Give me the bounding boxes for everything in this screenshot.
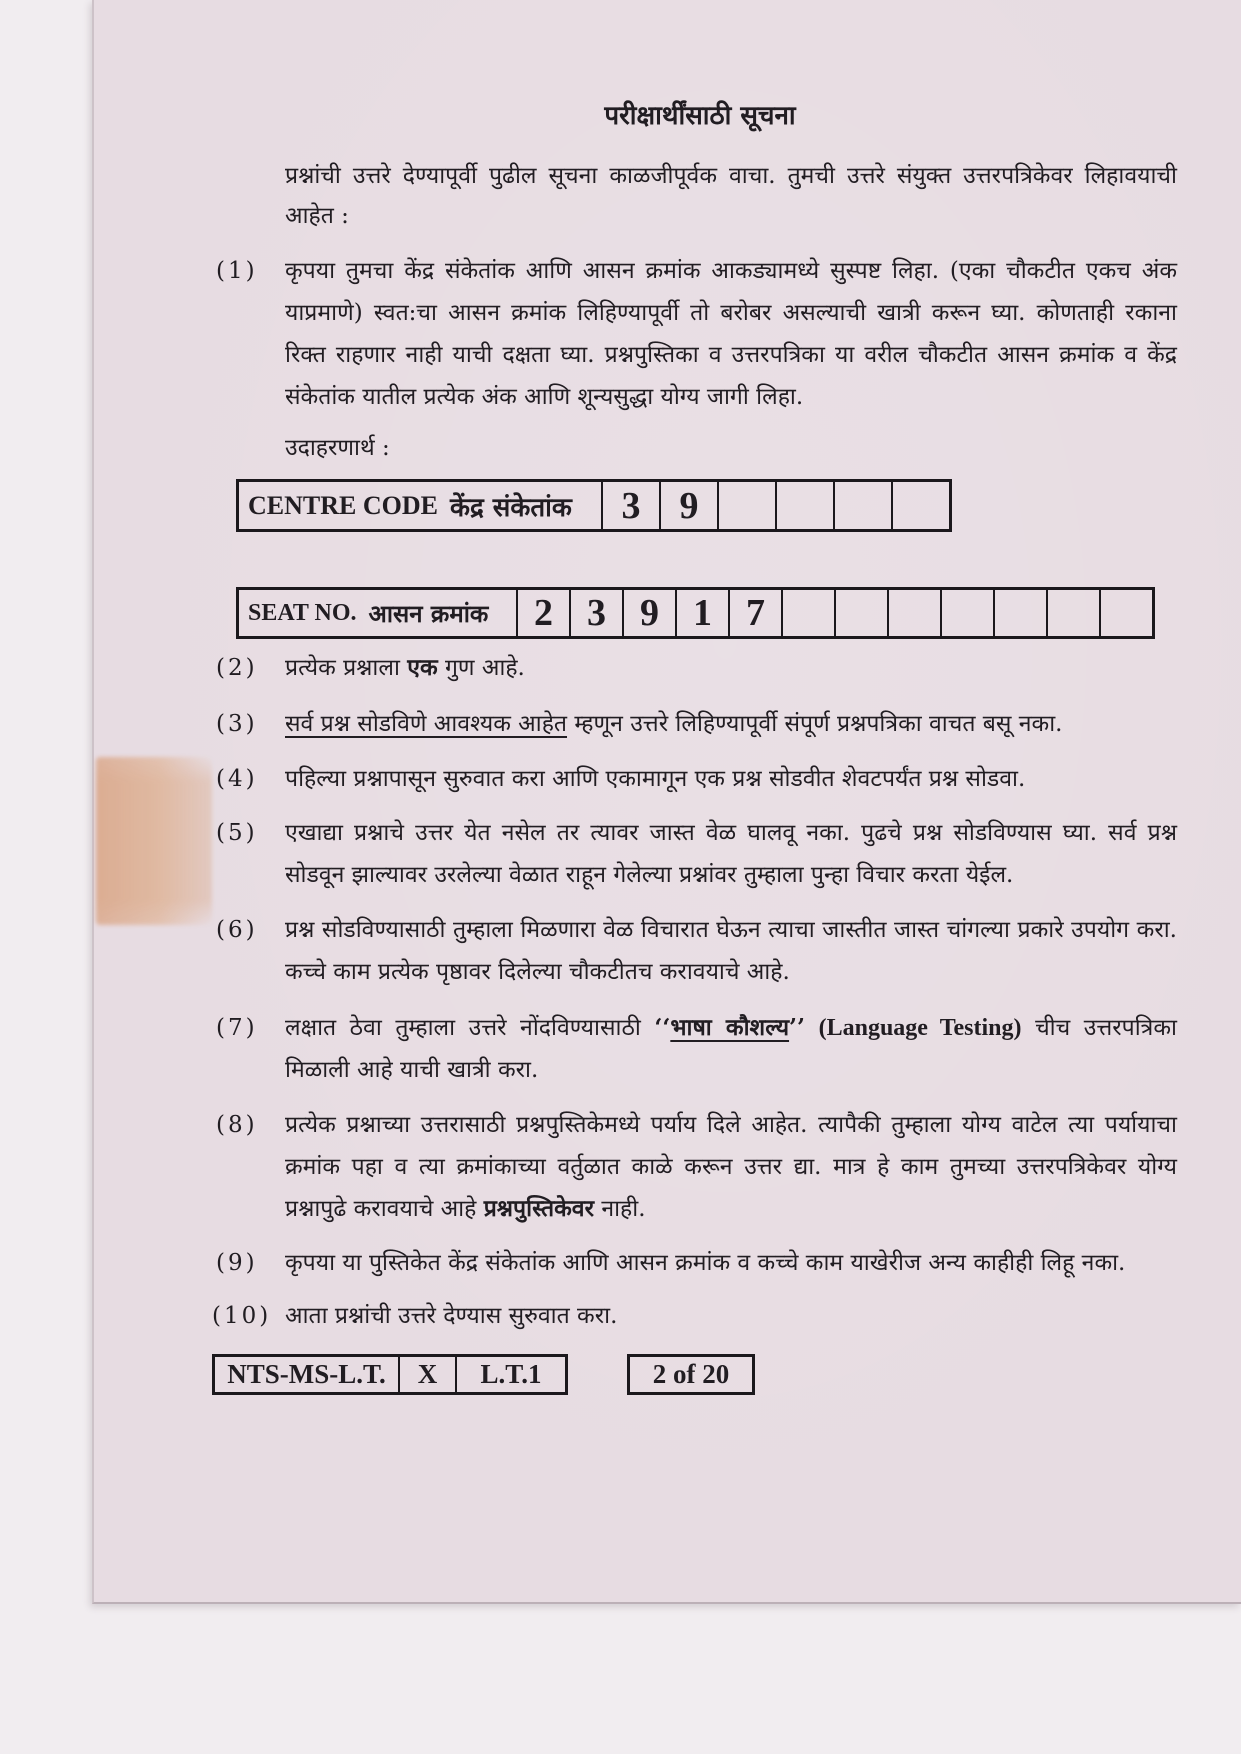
bold-emphasis: प्रश्नपुस्तिकेवर (483, 1195, 594, 1222)
instruction-number: (8) (216, 1112, 258, 1138)
seat-number-digit-cell (1046, 590, 1099, 636)
centre-code-digit-cell: 9 (659, 482, 717, 529)
instruction-text: एखाद्या प्रश्नाचे उत्तर येत नसेल तर त्यावर जास्त वेळ घालवू नका. पुढचे प्रश्न सोडविण्यास घ्या. सर्व प्रश्न सोडवून झाल्यावर उरलेल्या वेळात राहून गेलेल्या प्रश्नांवर तुम्हाला पुन्हा विचार करता येईल. (285, 820, 1177, 888)
instruction-9 (212, 1242, 1177, 1284)
instruction-number: (1) (216, 258, 258, 284)
centre-code-digit-cell (891, 482, 949, 529)
centre-code-label (239, 482, 601, 529)
quote-open: ‘‘ (654, 1014, 671, 1041)
instruction-text-end: चीच उत्तरपत्रिका मिळाली आहे याची खात्री करा. (285, 1015, 1177, 1083)
underlined-emphasis: सर्व प्रश्न सोडविणे आवश्यक आहेत (285, 711, 568, 737)
centre-code-label-marathi: केंद्र संकेतांक (449, 492, 572, 523)
instruction-text: पहिल्या प्रश्नापासून सुरुवात करा आणि एकामागून एक प्रश्न सोडवीत शेवटपर्यंत प्रश्न सोडवा. (285, 766, 1026, 792)
instruction-text-end: म्हणून उत्तरे लिहिण्यापूर्वी संपूर्ण प्रश्नपत्रिका वाचत बसू नका. (574, 711, 1063, 737)
seat-number-digit-cell (887, 590, 940, 636)
seat-number-digit-cell (834, 590, 887, 636)
instruction-text: आता प्रश्नांची उत्तरे देण्यास सुरुवात करा. (285, 1303, 618, 1329)
page-number: 2 of 20 (652, 1359, 730, 1389)
instruction-1 (212, 250, 1177, 418)
instruction-text (285, 647, 1177, 689)
instruction-5 (212, 812, 1177, 896)
standard-label: X (398, 1357, 455, 1392)
instruction-number: (4) (216, 766, 258, 792)
centre-code-box (236, 479, 952, 532)
instruction-6 (212, 909, 1177, 993)
instruction-text (285, 1007, 1177, 1091)
seat-number-digit-cell: 3 (569, 590, 622, 636)
instruction-text: प्रश्न सोडविण्यासाठी तुम्हाला मिळणारा वेळ विचारात घेऊन त्याचा जास्तीत जास्त चांगल्या प्रकारे उपयोग करा. कच्चे काम प्रत्येक पृष्ठावर दिलेल्या चौकटीतच करावयाचे आहे. (285, 917, 1177, 985)
centre-code-digit-cell (775, 482, 833, 529)
instruction-text-end: नाही. (601, 1196, 646, 1222)
instruction-3 (212, 703, 1177, 745)
example-label: उदाहरणार्थ : (285, 435, 390, 461)
instruction-text (285, 1104, 1177, 1230)
quote-close: ’’ (789, 1014, 806, 1041)
instruction-10 (212, 1295, 1177, 1337)
seat-number-digit-cell (993, 590, 1046, 636)
instruction-7 (212, 1007, 1177, 1091)
exam-code: NTS-MS-L.T. (227, 1359, 386, 1389)
intro-paragraph: प्रश्नांची उत्तरे देण्यापूर्वी पुढील सूचना काळजीपूर्वक वाचा. तुमची उत्तरे संयुक्त उत्तरपत्रिकेवर लिहावयाची आहेत : (285, 163, 1177, 229)
tape-stain (96, 757, 212, 925)
centre-code-label-english: CENTRE CODE (248, 490, 438, 520)
instruction-number: (7) (216, 1015, 258, 1041)
language-skill-emphasis: भाषा कौशल्य (670, 1014, 790, 1041)
instruction-number: (5) (216, 820, 258, 846)
centre-code-digit-cell: 3 (601, 482, 659, 529)
instruction-text (285, 703, 1177, 745)
page-title: परीक्षार्थींसाठी सूचना (604, 101, 796, 131)
instruction-number: (6) (216, 917, 258, 943)
language-testing-label: (Language Testing) (818, 1015, 1022, 1041)
centre-code-digit-cell (833, 482, 891, 529)
instruction-text-end: गुण आहे. (444, 655, 525, 681)
seat-number-digit-cell (781, 590, 834, 636)
instruction-text-start: लक्षात ठेवा तुम्हाला उत्तरे नोंदविण्यासाठी (285, 1015, 641, 1041)
instruction-number: (3) (216, 711, 258, 737)
seat-number-digit-cell: 2 (516, 590, 569, 636)
instruction-text-start: प्रत्येक प्रश्नाला (285, 655, 400, 681)
page-number-box (627, 1354, 755, 1395)
seat-number-digit-cell (1099, 590, 1152, 636)
seat-number-box (236, 587, 1155, 639)
instruction-text: कृपया तुमचा केंद्र संकेतांक आणि आसन क्रमांक आकड्यामध्ये सुस्पष्ट लिहा. (एका चौकटीत एकच अंक याप्रमाणे) स्वत:चा आसन क्रमांक लिहिण्यापूर्वी तो बरोबर असल्याची खात्री करून घ्या. कोणताही रकाना रिक्त राहणार नाही याची दक्षता घ्या. प्रश्नपुस्तिका व उत्तरपत्रिका या वरील चौकटीत आसन क्रमांक व केंद्र संकेतांक यातील प्रत्येक अंक आणि शून्यसुद्धा योग्य जागी लिहा. (285, 258, 1177, 410)
instructions-page (212, 0, 1177, 1395)
seat-number-digit-cell: 1 (675, 590, 728, 636)
bold-emphasis: एक (407, 654, 438, 681)
paper-code-box (212, 1354, 568, 1395)
instruction-text: कृपया या पुस्तिकेत केंद्र संकेतांक आणि आसन क्रमांक व कच्चे काम याखेरीज अन्य काहीही लिहू नका. (285, 1250, 1126, 1276)
seat-number-digit-cell: 7 (728, 590, 781, 636)
seat-number-digit-cell (940, 590, 993, 636)
seat-number-label (239, 590, 516, 636)
instruction-4 (212, 758, 1177, 800)
paper-label: L.T.1 (455, 1357, 565, 1392)
seat-number-digit-cell: 9 (622, 590, 675, 636)
instruction-text-start: प्रत्येक प्रश्नाच्या उत्तरासाठी प्रश्नपुस्तिकेमध्ये पर्याय दिले आहेत. त्यापैकी तुम्हाला योग्य वाटेल त्या पर्यायाचा क्रमांक पहा व त्या क्रमांकाच्या वर्तुळात काळे करून उत्तर द्या. मात्र हे काम तुमच्या उत्तरपत्रिकेवर योग्य प्रश्नापुढे करावयाचे आहे (285, 1112, 1177, 1222)
instruction-number: (9) (216, 1250, 258, 1276)
instruction-number: (2) (216, 655, 258, 681)
centre-code-digit-cell (717, 482, 775, 529)
seat-number-label-marathi: आसन क्रमांक (368, 598, 489, 628)
instruction-number: (10) (212, 1303, 272, 1329)
instruction-2 (212, 647, 1177, 689)
instruction-8 (212, 1104, 1177, 1230)
page-footer (212, 1354, 1177, 1395)
seat-number-label-english: SEAT NO. (248, 599, 357, 626)
